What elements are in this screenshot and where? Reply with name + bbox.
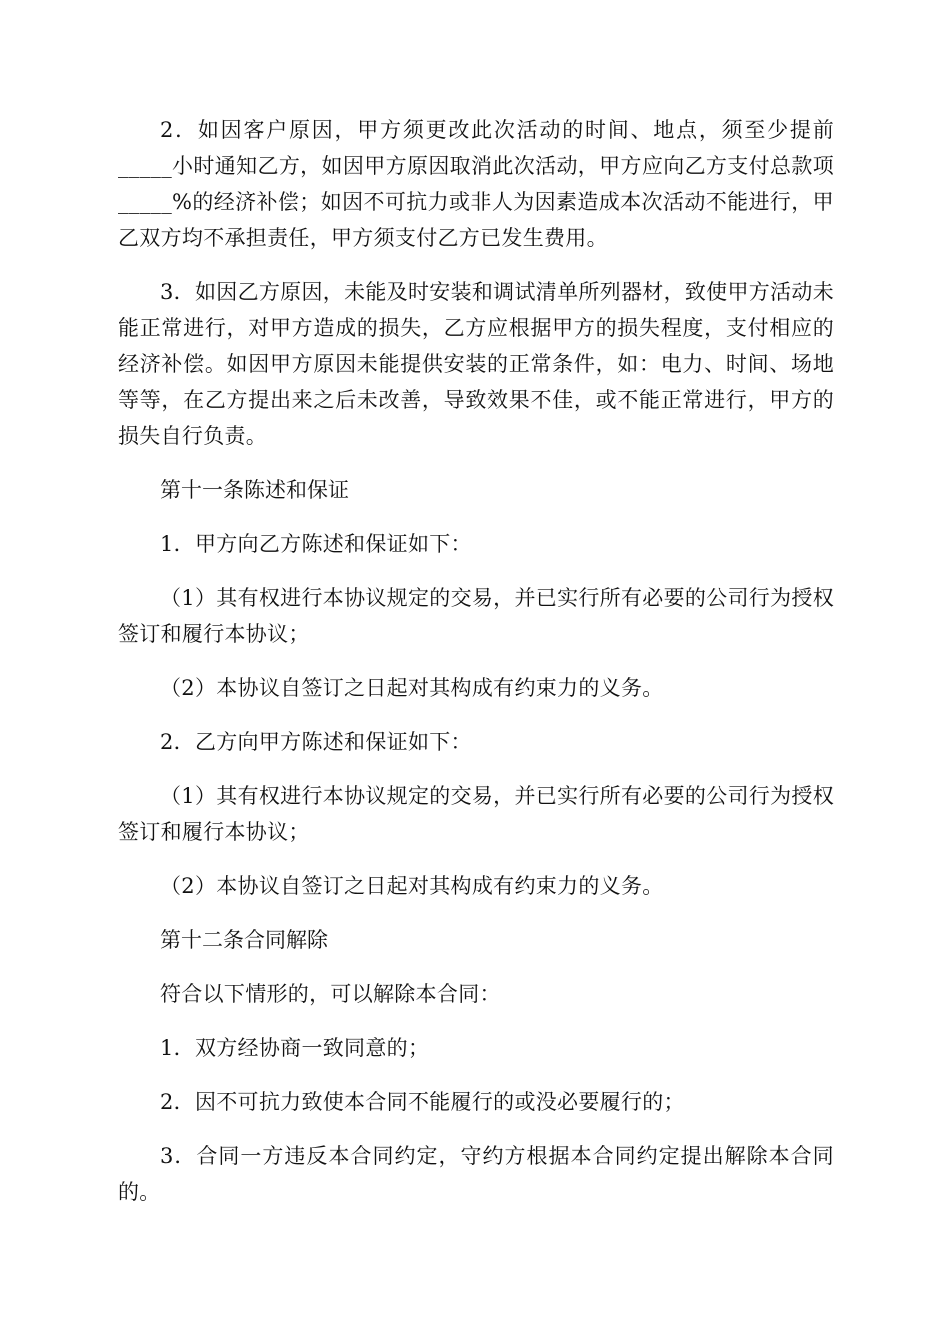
clause-paragraph: 1．甲方向乙方陈述和保证如下：	[160, 532, 472, 556]
clause-paragraph: 3．合同一方违反本合同约定，守约方根据本合同约定提出解除本合同的。	[118, 1144, 834, 1204]
article-heading: 第十一条陈述和保证	[160, 478, 349, 502]
clause-paragraph: 1．双方经协商一致同意的；	[160, 1036, 430, 1060]
clause-paragraph: 2．乙方向甲方陈述和保证如下：	[160, 730, 472, 754]
clause-paragraph: 3．如因乙方原因，未能及时安装和调试清单所列器材，致使甲方活动未能正常进行，对甲方造成的损失，乙方应根据甲方的损失程度，支付相应的经济补偿。如因甲方原因未能提供安装的正常条件，如：电力、时间、场地等等，在乙方提出来之后未改善，导致效果不佳，或不能正常进行，甲方的损失自行负责。	[118, 280, 834, 448]
clause-paragraph: （2）本协议自签订之日起对其构成有约束力的义务。	[160, 676, 664, 700]
clause-paragraph: （1）其有权进行本协议规定的交易，并已实行所有必要的公司行为授权签订和履行本协议；	[118, 586, 834, 646]
clause-paragraph: （1）其有权进行本协议规定的交易，并已实行所有必要的公司行为授权签订和履行本协议；	[118, 784, 834, 844]
document-body	[118, 112, 834, 1228]
clause-paragraph: 2．因不可抗力致使本合同不能履行的或没必要履行的；	[160, 1090, 685, 1114]
clause-paragraph: 符合以下情形的，可以解除本合同：	[160, 982, 501, 1006]
clause-paragraph: （2）本协议自签订之日起对其构成有约束力的义务。	[160, 874, 664, 898]
article-heading: 第十二条合同解除	[160, 928, 328, 952]
clause-paragraph: 2．如因客户原因，甲方须更改此次活动的时间、地点，须至少提前_____小时通知乙方，如因甲方原因取消此次活动，甲方应向乙方支付总款项_____%的经济补偿；如因不可抗力或非人为因素造成本次活动不能进行，甲乙双方均不承担责任，甲方须支付乙方已发生费用。	[118, 118, 834, 250]
